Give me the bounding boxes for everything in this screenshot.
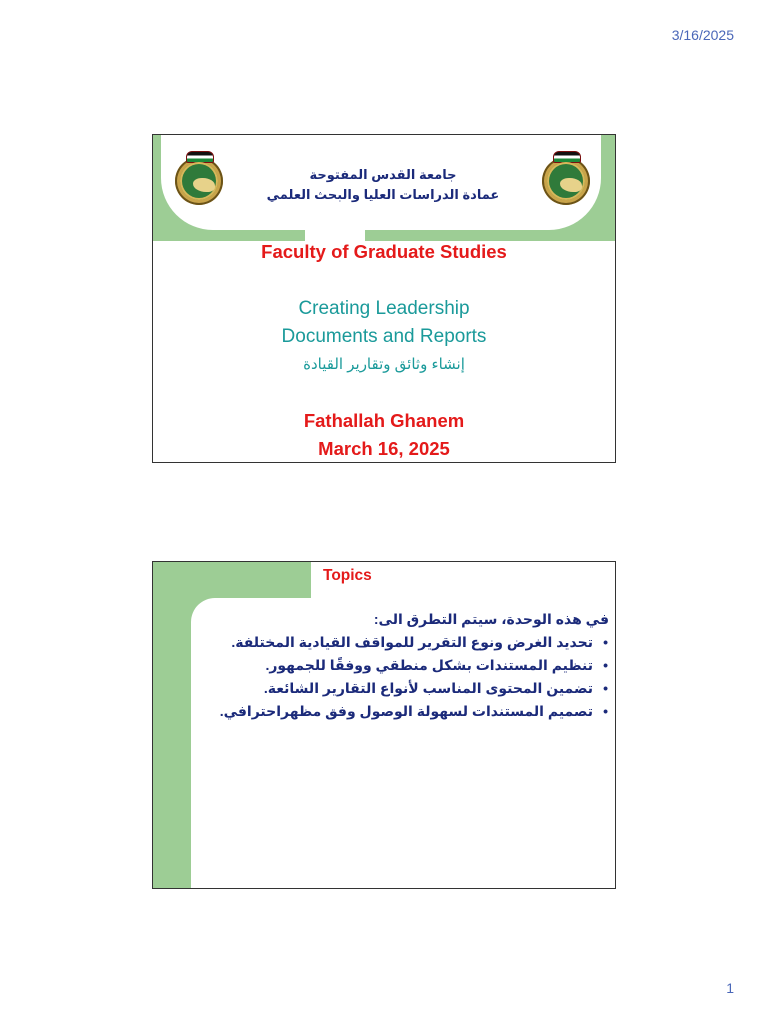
list-item: • تصميم المستندات لسهولة الوصول وفق مظهراحترافي. <box>189 700 593 723</box>
topics-title: Topics <box>323 567 372 584</box>
slide-header-notch <box>305 230 365 241</box>
author-name: Fathallah Ghanem <box>303 410 465 431</box>
university-name: جامعة القدس المفتوحة <box>309 167 457 182</box>
list-item: • تضمين المحتوى المناسب لأنواع التقارير الشائعة. <box>189 677 593 700</box>
faculty-heading: Faculty of Graduate Studies <box>261 241 507 262</box>
list-item: • تنظيم المستندات بشكل منطقي ووفقًا للجمهور. <box>189 654 593 677</box>
presentation-date: March 16, 2025 <box>318 438 450 459</box>
page-date: 3/16/2025 <box>671 27 734 43</box>
topics-slide <box>152 561 616 889</box>
title-slide <box>152 134 616 463</box>
presentation-title-line2: Documents and Reports <box>281 326 487 347</box>
topics-body <box>189 608 609 723</box>
list-item: • تحديد الغرض ونوع التقرير للمواقف القيادية المختلفة. <box>189 631 593 654</box>
deanship-name: عمادة الدراسات العليا والبحث العلمي <box>266 187 500 202</box>
presentation-title-line1: Creating Leadership <box>298 298 470 319</box>
topics-intro: في هذه الوحدة، سيتم التطرق الى: <box>373 611 609 627</box>
topics-list <box>189 631 609 723</box>
presentation-title-arabic: إنشاء وثائق وتقارير القيادة <box>303 356 465 373</box>
page-number: 1 <box>726 980 734 996</box>
